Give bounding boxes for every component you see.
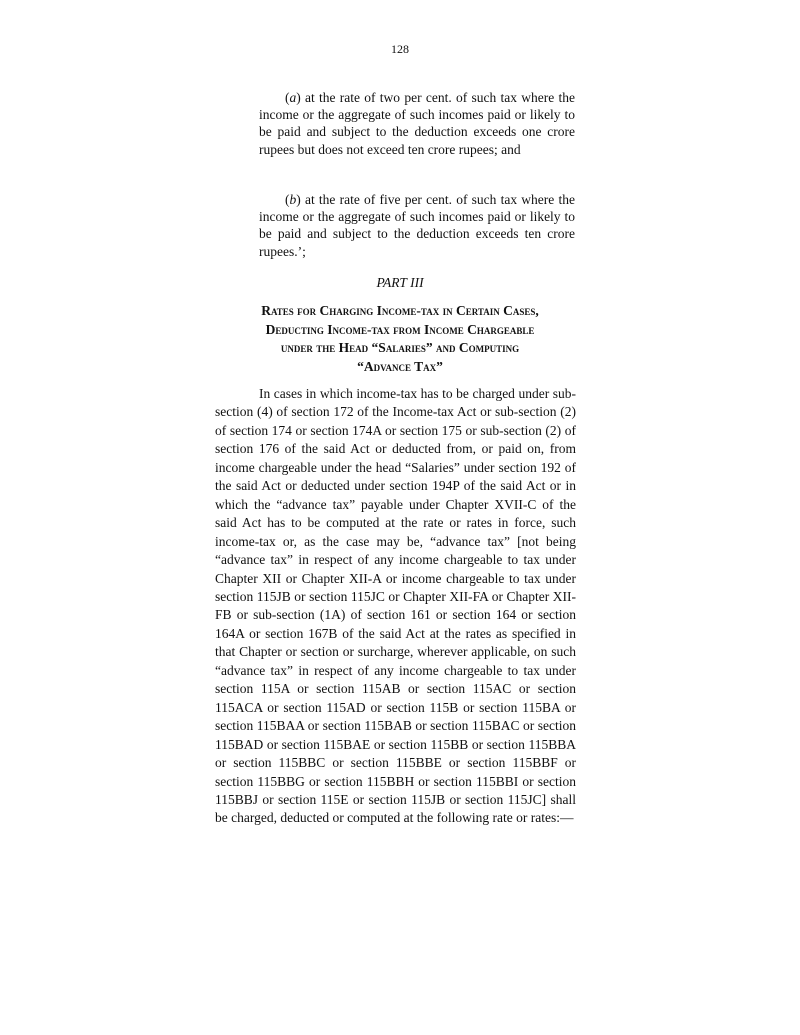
clause-a (259, 89, 575, 158)
clause-a-marker: a (289, 90, 297, 105)
part-heading: PART III (376, 275, 424, 290)
clause-a-marker-open: ( (285, 90, 290, 105)
section-heading-line: Rates for Charging Income-tax in Certain Cases, (261, 303, 539, 318)
clause-b-text: at the rate of five per cent. of such tax where the income or the aggregate of such incomes paid or likely to be paid and subject to the deduction exceeds ten crore rupees.’; (259, 192, 575, 259)
clause-b-marker-close: ) (296, 192, 301, 207)
clause-b-marker: b (289, 192, 297, 207)
section-heading-line: under the Head “Salaries” and Computing (280, 340, 520, 355)
clause-a-text: at the rate of two per cent. of such tax where the income or the aggregate of such incomes paid or likely to be paid and subject to the deduction exceeds one crore rupees but does not exceed ten crore rupees; and (259, 90, 575, 157)
body-paragraph: In cases in which income-tax has to be charged under sub-section (4) of section 172 of the Income-tax Act or sub-section (2) of section 174 or section 174A or section 175 or sub-section (2) of section 176 of the said Act or deducted from, or paid on, from income chargeable under the head “Salaries” under section 192 of the said Act or deducted under section 194P of the said Act or in which the “advance tax” payable under Chapter XVII-C of the said Act has to be computed at the rate or rates in force, such income-tax or, as the case may be, “advance tax” [not being “advance tax” in respect of any income chargeable to tax under Chapter XII or Chapter XII-A or income chargeable to tax under section 115JB or section 115JC or Chapter XII-FA or Chapter XII-FB or sub-section (1A) of section 161 or section 164 or section 164A or section 167B of the said Act at the rates as specified in that Chapter or section or surcharge, wherever applicable, on such “advance tax” in respect of any income chargeable to tax under section 115A or section 115AB or section 115AC or section 115ACA or section 115AD or section 115B or section 115BA or section 115BAA or section 115BAB or section 115BAC or section 115BAD or section 115BAE or section 115BB or section 115BBA or section 115BBC or section 115BBE or section 115BBF or section 115BBG or section 115BBH or section 115BBI or section 115BBJ or section 115E or section 115JB or section 115JC] shall be charged, deducted or computed at the following rate or rates:— (215, 386, 576, 826)
section-heading (215, 302, 585, 376)
page-number: 128 (391, 42, 409, 56)
section-heading-line: Deducting Income-tax from Income Chargeable (265, 321, 535, 337)
clause-b (259, 191, 575, 260)
section-heading-line: “Advance Tax” (357, 358, 443, 374)
clause-b-marker-open: ( (285, 192, 290, 207)
clause-a-marker-close: ) (296, 90, 301, 105)
